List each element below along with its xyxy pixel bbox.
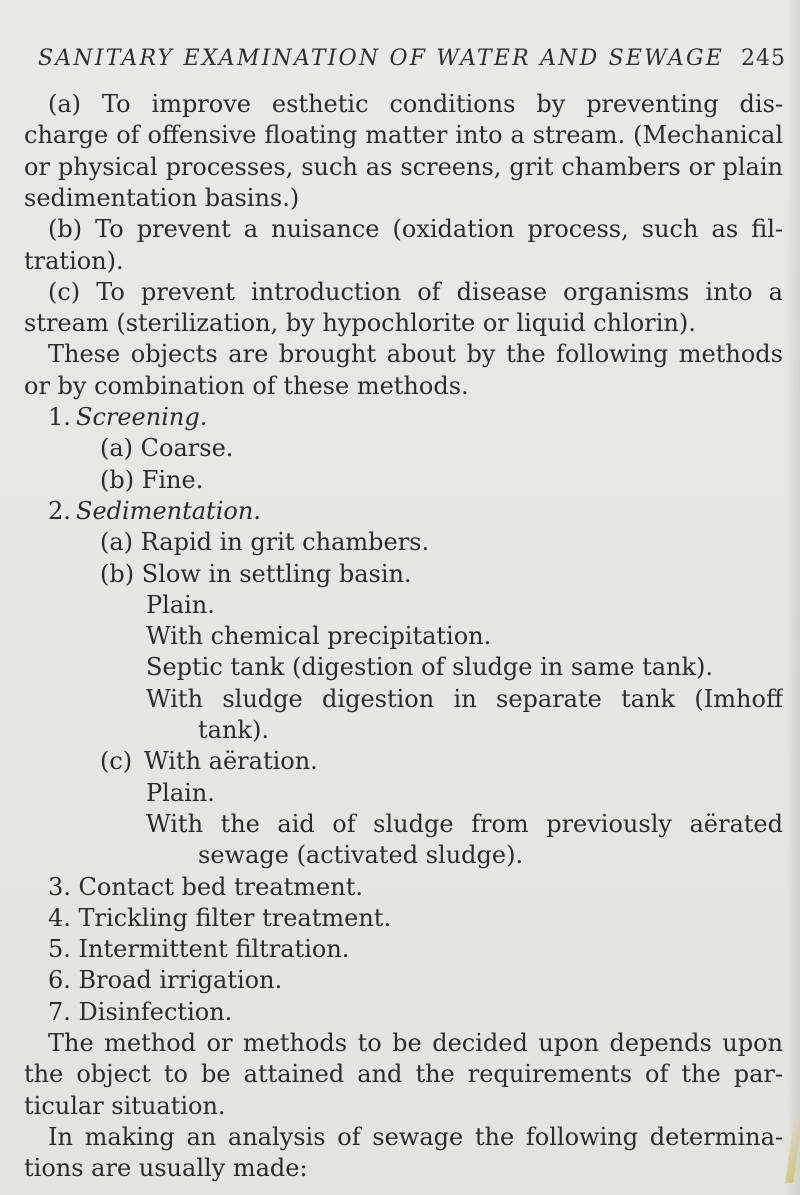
text-line: With the aid of sludge from previously aërated: [146, 810, 783, 838]
running-header: [38, 46, 786, 71]
list-heading: Sedimentation.: [76, 497, 261, 525]
text-line: the object to be attained and the requirements of the par-: [24, 1060, 783, 1088]
list-text: With aëration.: [144, 747, 318, 775]
text-line: 6. Broad irrigation.: [48, 966, 283, 994]
text-line: (a) To improve esthetic conditions by preventing dis-: [48, 90, 783, 118]
text-line: 4. Trickling filter treatment.: [48, 904, 392, 932]
text-line: 5. Intermittent filtration.: [48, 935, 350, 963]
text-line: charge of offensive floating matter into a stream. (Mechanical: [24, 121, 783, 149]
text-line: Septic tank (digestion of sludge in same tank).: [146, 653, 714, 681]
page-body: [0, 88, 800, 1188]
text-line: These objects are brought about by the following methods: [48, 340, 783, 368]
running-header-title: SANITARY EXAMINATION OF WATER AND SEWAGE: [38, 46, 725, 71]
text-line: stream (sterilization, by hypochlorite or liquid chlorin).: [24, 309, 696, 337]
text-line: In making an analysis of sewage the following determina-: [48, 1123, 783, 1151]
list-item: [100, 745, 318, 777]
page-number: 245: [741, 46, 786, 71]
text-line: tank).: [198, 716, 269, 744]
text-line: The method or methods to be decided upon depends upon: [48, 1029, 783, 1057]
text-line: Plain.: [146, 591, 215, 619]
text-line: (a) Rapid in grit chambers.: [100, 528, 430, 556]
text-line: (c) To prevent introduction of disease organisms into a: [48, 278, 783, 306]
text-line: or physical processes, such as screens, grit chambers or plain: [24, 153, 783, 181]
list-heading: Screening.: [76, 403, 208, 431]
page-edge-shadow: [786, 0, 800, 1195]
text-line: With sludge digestion in separate tank (Imhoff: [146, 685, 783, 713]
list-item: [48, 401, 207, 433]
list-item: [48, 495, 261, 527]
text-line: 7. Disinfection.: [48, 998, 233, 1026]
text-line: Plain.: [146, 779, 215, 807]
text-line: 3. Contact bed treatment.: [48, 873, 363, 901]
text-line: (b) Fine.: [100, 466, 204, 494]
text-line: (b) Slow in settling basin.: [100, 560, 412, 588]
text-line: With chemical precipitation.: [146, 622, 492, 650]
text-line: (a) Coarse.: [100, 434, 234, 462]
text-line: sedimentation basins.): [24, 184, 300, 212]
text-line: ticular situation.: [24, 1092, 226, 1120]
text-line: tions are usually made:: [24, 1154, 308, 1182]
text-line: or by combination of these methods.: [24, 372, 469, 400]
text-line: sewage (activated sludge).: [198, 841, 524, 869]
list-number: 2.: [48, 497, 71, 525]
text-line: (b) To prevent a nuisance (oxidation process, such as fil-: [48, 215, 783, 243]
list-letter: (c): [100, 747, 133, 775]
text-line: tration).: [24, 247, 124, 275]
list-number: 1.: [48, 403, 71, 431]
